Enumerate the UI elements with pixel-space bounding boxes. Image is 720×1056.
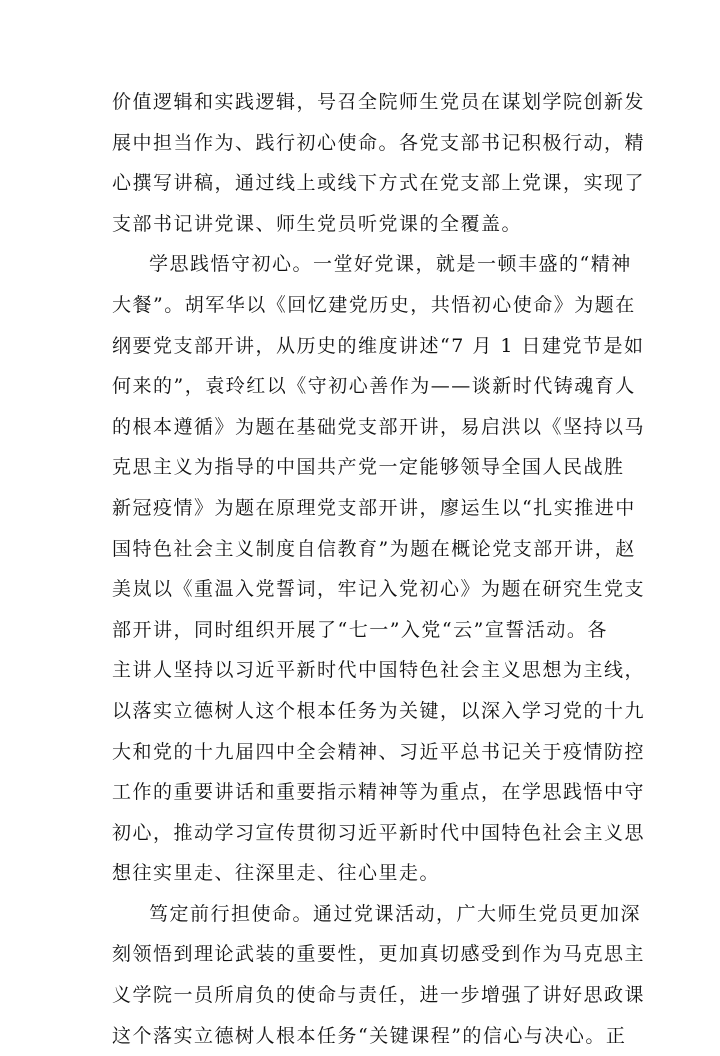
- text-line: 克思主义为指导的中国共产党一定能够领导全国人民战胜: [112, 456, 625, 479]
- text-line: 支部书记讲党课、师生党员听党课的全覆盖。: [112, 212, 523, 235]
- text-line: 这个落实立德树人根本任务“关键课程”的信心与决心。正: [112, 1024, 627, 1047]
- document-page: [112, 82, 646, 1056]
- text-line: 心撰写讲稿，通过线上或线下方式在党支部上党课，实现了: [112, 172, 646, 195]
- text-line: 价值逻辑和实践逻辑，号召全院师生党员在谋划学院创新发: [112, 91, 646, 113]
- text-line: 义学院一员所肩负的使命与责任，进一步增强了讲好思政课: [112, 984, 646, 1007]
- text-line-content: 笃定前行担使命。通过党课活动，广大师生党员更加深: [149, 902, 642, 925]
- text-line: 以落实立德树人这个根本任务为关键，以深入学习党的十九: [112, 699, 646, 722]
- text-line-content: 学思践悟守初心。一堂好党课，就是一顿丰盛的“精神: [149, 253, 632, 276]
- text-line: 展中担当作为、践行初心使命。各党支部书记积极行动，精: [112, 131, 646, 154]
- text-line: 国特色社会主义制度自信教育”为题在概论党支部开讲，赵: [112, 537, 636, 560]
- text-line: 美岚以《重温入党誓词，牢记入党初心》为题在研究生党支: [112, 578, 646, 601]
- text-line: 大和党的十九届四中全会精神、习近平总书记关于疫情防控: [112, 740, 646, 763]
- text-line: 初心，推动学习宣传贯彻习近平新时代中国特色社会主义思: [112, 821, 646, 844]
- text-line: 部开讲，同时组织开展了“七一”入党“云”宣誓活动。各: [112, 618, 608, 641]
- text-line: 工作的重要讲话和重要指示精神等为重点，在学思践悟中守: [112, 781, 646, 804]
- text-line: 大餐”。胡军华以《回忆建党历史，共悟初心使命》为题在: [112, 293, 636, 316]
- paragraph-2: [112, 244, 646, 894]
- text-line: 何来的”，袁玲红以《守初心善作为——谈新时代铸魂育人: [112, 375, 636, 398]
- text-line: 的根本遵循》为题在基础党支部开讲，易启洪以《坚持以马: [112, 415, 646, 438]
- text-line: 刻领悟到理论武装的重要性，更加真切感受到作为马克思主: [112, 943, 646, 966]
- text-line: 纲要党支部开讲，从历史的维度讲述“7 月 1 日建党节是如: [112, 334, 645, 357]
- text-line-indented: [112, 244, 632, 285]
- paragraph-3: [112, 894, 646, 1056]
- paragraph-1: [112, 82, 646, 244]
- text-line: 主讲人坚持以习近平新时代中国特色社会主义思想为主线，: [112, 659, 646, 682]
- text-line: 想往实里走、往深里走、往心里走。: [112, 862, 441, 885]
- text-line: 新冠疫情》为题在原理党支部开讲，廖运生以“扎实推进中: [112, 496, 636, 519]
- text-line-indented: [112, 894, 642, 935]
